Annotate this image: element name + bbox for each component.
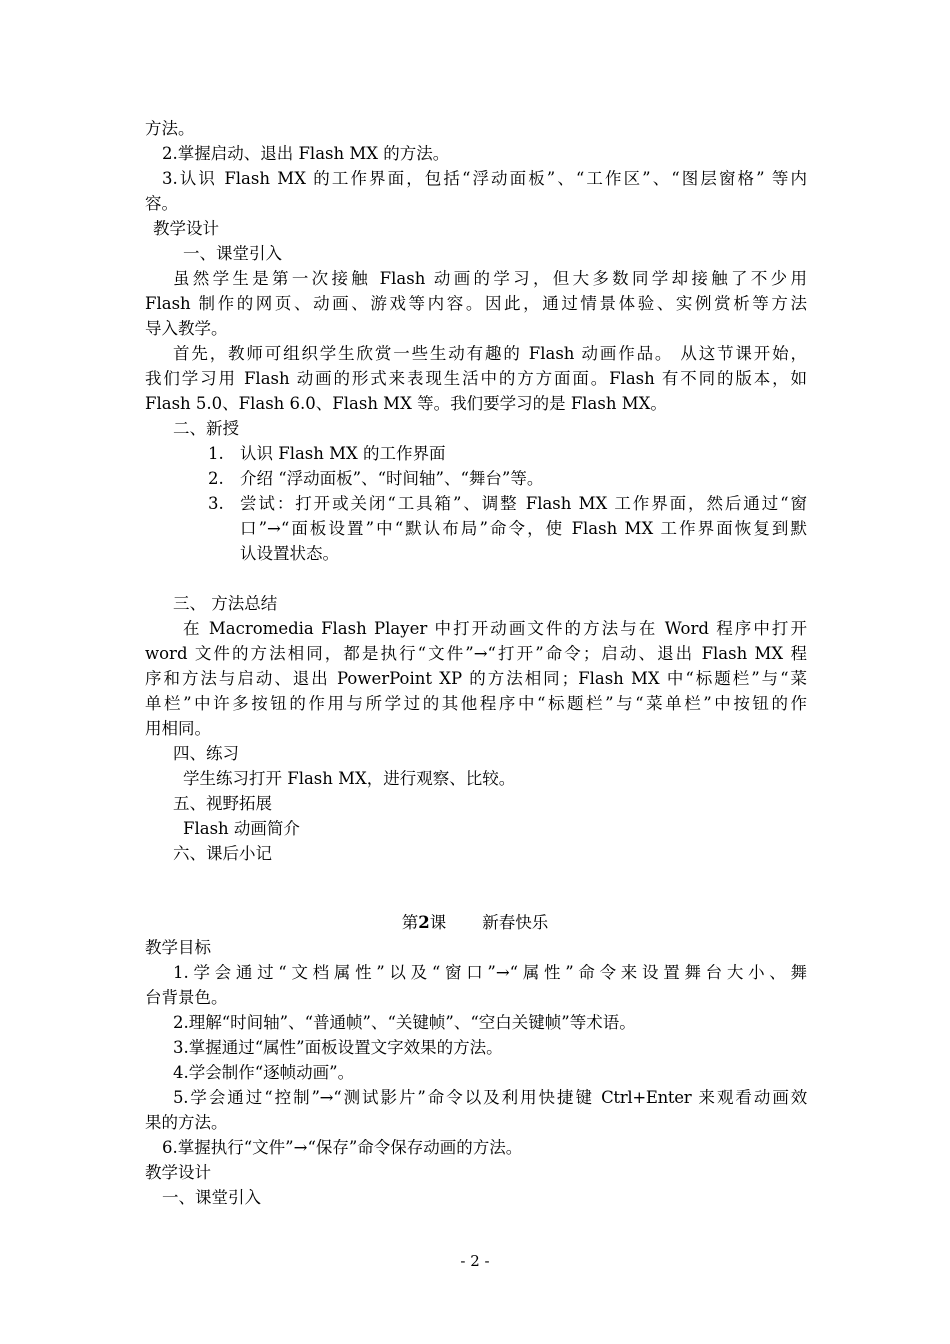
lesson-title-prefix: 第 xyxy=(401,913,419,932)
section-heading-extension: 五、视野拓展 xyxy=(173,794,272,813)
objective-3-line-1: 3.认识 Flash MX 的工作界面，包括“浮动面板”、“工作区”、“图层窗格” 等内 xyxy=(162,169,807,188)
lesson2-objective-4: 4.学会制作“逐帧动画”。 xyxy=(173,1063,355,1082)
section-heading-practice: 四、练习 xyxy=(173,744,239,763)
lesson2-objective-2: 2.理解“时间轴”、“普通帧”、“关键帧”、“空白关键帧”等术语。 xyxy=(173,1013,636,1032)
objective-3-line-2: 容。 xyxy=(145,194,178,213)
summary-line-3: 序和方法与启动、退出 PowerPoint XP 的方法相同；Flash MX 中“标题栏”与“菜 xyxy=(145,669,807,688)
intro-paragraph-1-line-1: 虽然学生是第一次接触 Flash 动画的学习，但大多数同学却接触了不少用 xyxy=(173,269,807,288)
lesson2-objective-1-line-1: 1.学会通过“文档属性”以及“窗口”→“属性”命令来设置舞台大小、舞 xyxy=(173,963,807,982)
summary-line-1: 在 Macromedia Flash Player 中打开动画文件的方法与在 Word 程序中打开 xyxy=(183,619,807,638)
list-item-number: 2. xyxy=(208,469,224,488)
lesson-name: 新春快乐 xyxy=(482,913,549,932)
extension-text: Flash 动画简介 xyxy=(183,819,300,838)
lesson2-objective-1-line-2: 台背景色。 xyxy=(145,988,228,1007)
intro-paragraph-2-line-1: 首先，教师可组织学生欣赏一些生动有趣的 Flash 动画作品。 从这节课开始， xyxy=(173,344,807,363)
list-item-number: 3. xyxy=(208,494,224,513)
summary-line-4: 单栏”中许多按钮的作用与所学过的其他程序中“标题栏”与“菜单栏”中按钮的作 xyxy=(145,694,807,713)
list-item-text: 认设置状态。 xyxy=(240,544,339,563)
lesson-number: 2 xyxy=(418,913,430,932)
section-heading-notes: 六、课后小记 xyxy=(173,844,272,863)
heading-teaching-design: 教学设计 xyxy=(153,219,219,238)
summary-line-5: 用相同。 xyxy=(145,719,211,738)
objective-2: 2.掌握启动、退出 Flash MX 的方法。 xyxy=(162,144,450,163)
intro-paragraph-1-line-3: 导入教学。 xyxy=(145,319,228,338)
practice-text: 学生练习打开 Flash MX，进行观察、比较。 xyxy=(183,769,516,788)
lesson2-objective-3: 3.掌握通过“属性”面板设置文字效果的方法。 xyxy=(173,1038,503,1057)
page-number: - 2 - xyxy=(460,1252,490,1270)
section-heading-summary: 三、 方法总结 xyxy=(173,594,278,613)
summary-line-2: word 文件的方法相同，都是执行“文件”→“打开”命令；启动、退出 Flash MX 程 xyxy=(145,644,807,663)
intro-paragraph-1-line-2: Flash 制作的网页、动画、游戏等内容。因此，通过情景体验、实例赏析等方法 xyxy=(145,294,807,313)
list-item-text: 认识 Flash MX 的工作界面 xyxy=(240,444,446,463)
list-item-text: 介绍 “浮动面板”、“时间轴”、“舞台”等。 xyxy=(240,469,544,488)
list-item-number: 1. xyxy=(208,444,224,463)
lesson2-section-heading-intro: 一、课堂引入 xyxy=(162,1188,261,1207)
paragraph-continuation: 方法。 xyxy=(145,119,195,138)
section-heading-new-lesson: 二、新授 xyxy=(173,419,239,438)
lesson2-objective-5-line-2: 果的方法。 xyxy=(145,1113,228,1132)
section-heading-intro: 一、课堂引入 xyxy=(183,244,282,263)
lesson2-heading-teaching-design: 教学设计 xyxy=(145,1163,211,1182)
heading-teaching-objectives: 教学目标 xyxy=(145,938,211,957)
intro-paragraph-2-line-2: 我们学习用 Flash 动画的形式来表现生活中的方方面面。Flash 有不同的版本，如 xyxy=(145,369,807,388)
lesson2-objective-6: 6.掌握执行“文件”→“保存”命令保存动画的方法。 xyxy=(162,1138,523,1157)
lesson-title-unit: 课 xyxy=(429,913,447,932)
lesson2-objective-5-line-1: 5.学会通过“控制”→“测试影片”命令以及利用快捷键 Ctrl+Enter 来观看动画效 xyxy=(173,1088,807,1107)
intro-paragraph-2-line-3: Flash 5.0、Flash 6.0、Flash MX 等。我们要学习的是 Flash MX。 xyxy=(145,394,667,413)
list-item-text: 口”→“面板设置”中“默认布局”命令，使 Flash MX 工作界面恢复到默 xyxy=(240,519,807,538)
lesson-title xyxy=(0,910,950,935)
list-item-text: 尝试：打开或关闭“工具箱”、调整 Flash MX 工作界面，然后通过“窗 xyxy=(240,494,807,513)
